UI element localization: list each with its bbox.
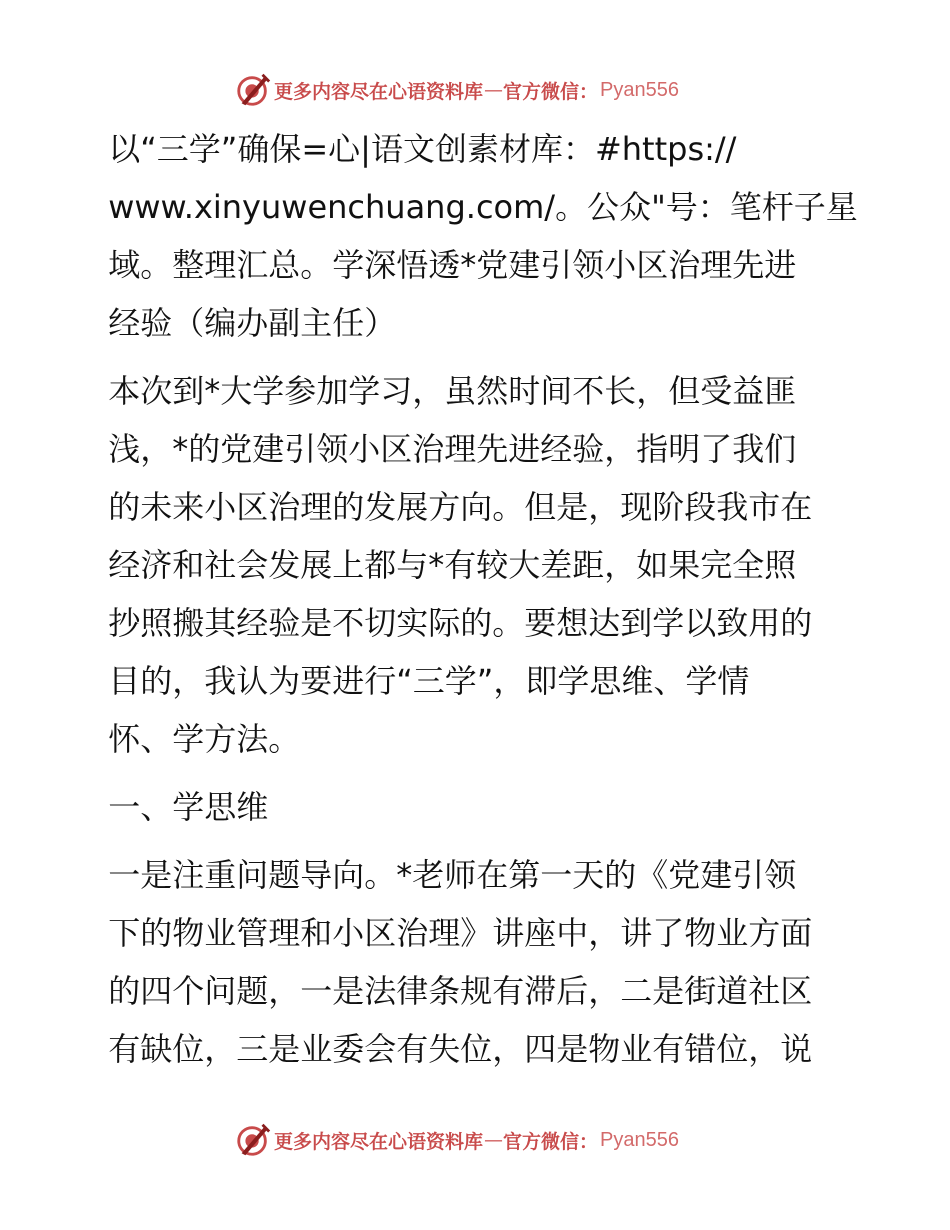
banner-wechat-label: 官方微信：: [503, 1130, 599, 1153]
paragraph-title: [97, 120, 857, 352]
text-line: 抄照搬其经验是不切实际的。要想达到学以致用的: [108, 604, 813, 642]
text-line: www.xinyuwenchuang.com/。公众"号：笔杆子星: [108, 188, 858, 226]
banner-wechat-label: 官方微信：: [503, 80, 599, 103]
watermark-banner-top: [234, 70, 714, 110]
banner-wechat-id: Pyan556: [600, 78, 679, 101]
text-line: 有缺位，三是业委会有失位，四是物业有错位，说: [108, 1030, 813, 1068]
text-line: 经验（编办副主任）: [108, 304, 397, 342]
pen-logo-icon: [234, 71, 272, 109]
text-line: 经济和社会发展上都与*有较大差距，如果完全照: [108, 546, 797, 584]
text-line: 本次到*大学参加学习，虽然时间不长，但受益匪: [108, 372, 797, 410]
banner-separator: —: [484, 79, 504, 101]
text-line: 目的，我认为要进行“三学”，即学思维、学情: [108, 662, 750, 700]
section-heading: [97, 778, 857, 836]
banner-wechat-id: Pyan556: [600, 1128, 679, 1151]
banner-separator: —: [484, 1129, 504, 1151]
text-line: 怀、学方法。: [108, 720, 301, 758]
text-line: 下的物业管理和小区治理》讲座中，讲了物业方面: [108, 914, 813, 952]
text-line: 的四个问题，一是法律条规有滞后，二是街道社区: [108, 972, 813, 1010]
text-line: 浅，*的党建引领小区治理先进经验，指明了我们: [108, 430, 797, 468]
document-body: [97, 120, 857, 1088]
paragraph-body: [97, 846, 857, 1078]
text-line: 一是注重问题导向。*老师在第一天的《党建引领: [108, 856, 797, 894]
watermark-banner-bottom: [234, 1120, 714, 1160]
text-line: 的未来小区治理的发展方向。但是，现阶段我市在: [108, 488, 813, 526]
banner-text: 更多内容尽在心语资料库: [274, 1130, 484, 1153]
text-line: 一、学思维: [108, 788, 269, 826]
pen-logo-icon: [234, 1121, 272, 1159]
banner-text: 更多内容尽在心语资料库: [274, 80, 484, 103]
text-line: 域。整理汇总。学深悟透*党建引领小区治理先进: [108, 246, 797, 284]
paragraph-intro: [97, 362, 857, 768]
text-line: 以“三学”确保=心|语文创素材库：#https://: [108, 130, 737, 168]
